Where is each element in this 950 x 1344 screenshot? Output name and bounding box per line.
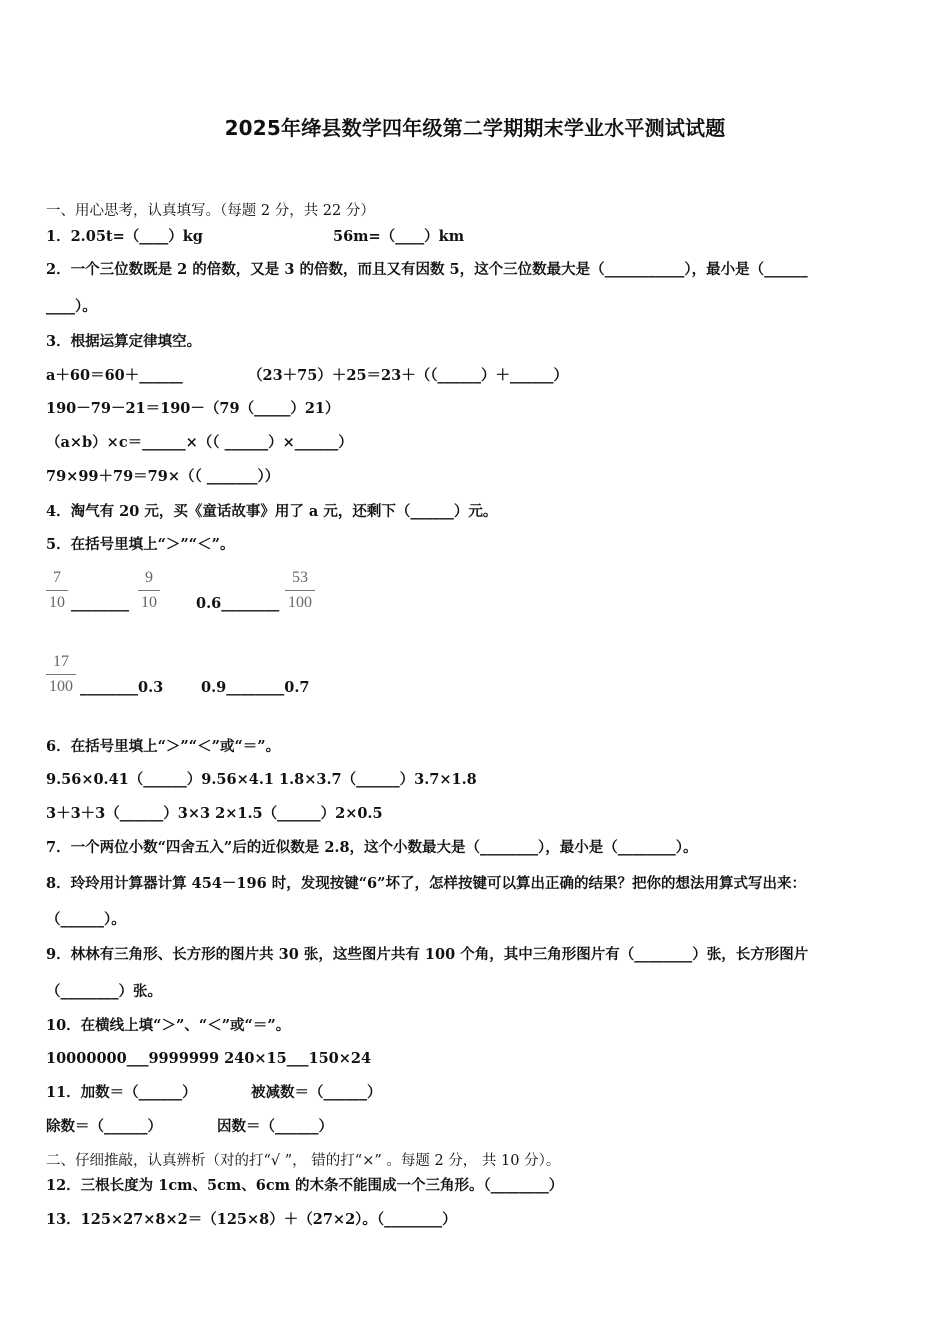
question-12: 12．三根长度为 1cm、5cm、6cm 的木条不能围成一个三角形。（________） [46,1177,564,1194]
question-5: 5．在括号里填上“＞”“＜”。 [46,536,235,553]
question-10: 10．在横线上填“＞”、“＜”或“＝”。 [46,1017,291,1034]
question-9-line1: 9．林林有三角形、长方形的图片共 30 张，这些图片共有 100 个角，其中三角形图片有（________）张，长方形图片 [46,946,809,963]
question-1b: 56m=（____）km [333,228,465,245]
question-10a: 10000000___9999999 240×15___150×24 [46,1050,372,1067]
fraction-numerator: 53 [292,569,308,586]
fraction-numerator: 7 [53,569,61,586]
fraction-denominator: 10 [138,590,160,613]
question-6b: 3＋3＋3（______）3×3 2×1.5（______）2×0.5 [46,805,383,822]
question-8-line2: （______）。 [46,911,126,928]
question-11a: 11．加数＝（______） [46,1084,197,1101]
page-title: 2025年绛县数学四年级第二学期期末学业水平测试试题 [224,116,726,140]
q5-blank-1: ________ [71,595,129,612]
fraction-numerator: 9 [145,569,153,586]
question-3a: a＋60＝60＋______ [46,367,183,384]
question-3b: （23＋75）＋25＝23＋（（______）＋______） [248,367,568,384]
question-3e: 79×99＋79＝79×（（ _______）） [46,468,280,485]
question-1a: 1．2.05t=（____）kg [46,228,203,245]
fraction-7-10 [46,568,68,613]
question-11c: 除数＝（______） [46,1118,162,1135]
fraction-numerator: 17 [53,653,69,670]
q5-item-4: 0.9________0.7 [201,679,310,696]
question-8-line1: 8．玲玲用计算器计算 454－196 时，发现按键“6”坏了，怎样按键可以算出正确的结果？把你的想法用算式写出来： [46,875,806,892]
question-2-line2: ____）。 [46,298,97,315]
question-2-line1: 2．一个三位数既是 2 的倍数，又是 3 的倍数，而且又有因数 5，这个三位数最大是（___________），最小是（______ [46,261,808,278]
fraction-17-100 [46,652,76,697]
question-11b: 被减数＝（______） [251,1084,382,1101]
section-1-heading: 一、用心思考，认真填写。（每题 2 分，共 22 分） [46,203,375,219]
fraction-denominator: 100 [285,590,315,613]
question-11d: 因数＝（______） [217,1118,333,1135]
q5-item-3: ________0.3 [80,679,164,696]
fraction-denominator: 100 [46,674,76,697]
question-9-line2: （________）张。 [46,983,162,1000]
fraction-9-10 [138,568,160,613]
question-6: 6．在括号里填上“＞”“＜”或“＝”。 [46,738,281,755]
fraction-53-100 [285,568,315,613]
question-7: 7．一个两位小数“四舍五入”后的近似数是 2.8，这个小数最大是（________），最小是（________）。 [46,839,698,856]
fraction-denominator: 10 [46,590,68,613]
question-3: 3．根据运算定律填空。 [46,333,202,350]
question-3d: （a×b）×c＝______×（（ ______）×______） [46,434,353,451]
question-3c: 190－79－21＝190－（79（_____）21） [46,400,340,417]
section-2-heading: 二、仔细推敲，认真辨析（对的打“√ ”， 错的打“×” 。每题 2 分， 共 10 分）。 [46,1153,561,1169]
question-13: 13．125×27×8×2＝（125×8）＋（27×2）。（________） [46,1211,457,1228]
question-6a: 9.56×0.41（______）9.56×4.1 1.8×3.7（______）3.7×1.8 [46,771,477,788]
question-4: 4．淘气有 20 元，买《童话故事》用了 a 元，还剩下（______）元。 [46,503,498,520]
q5-item-2: 0.6________ [196,595,280,612]
